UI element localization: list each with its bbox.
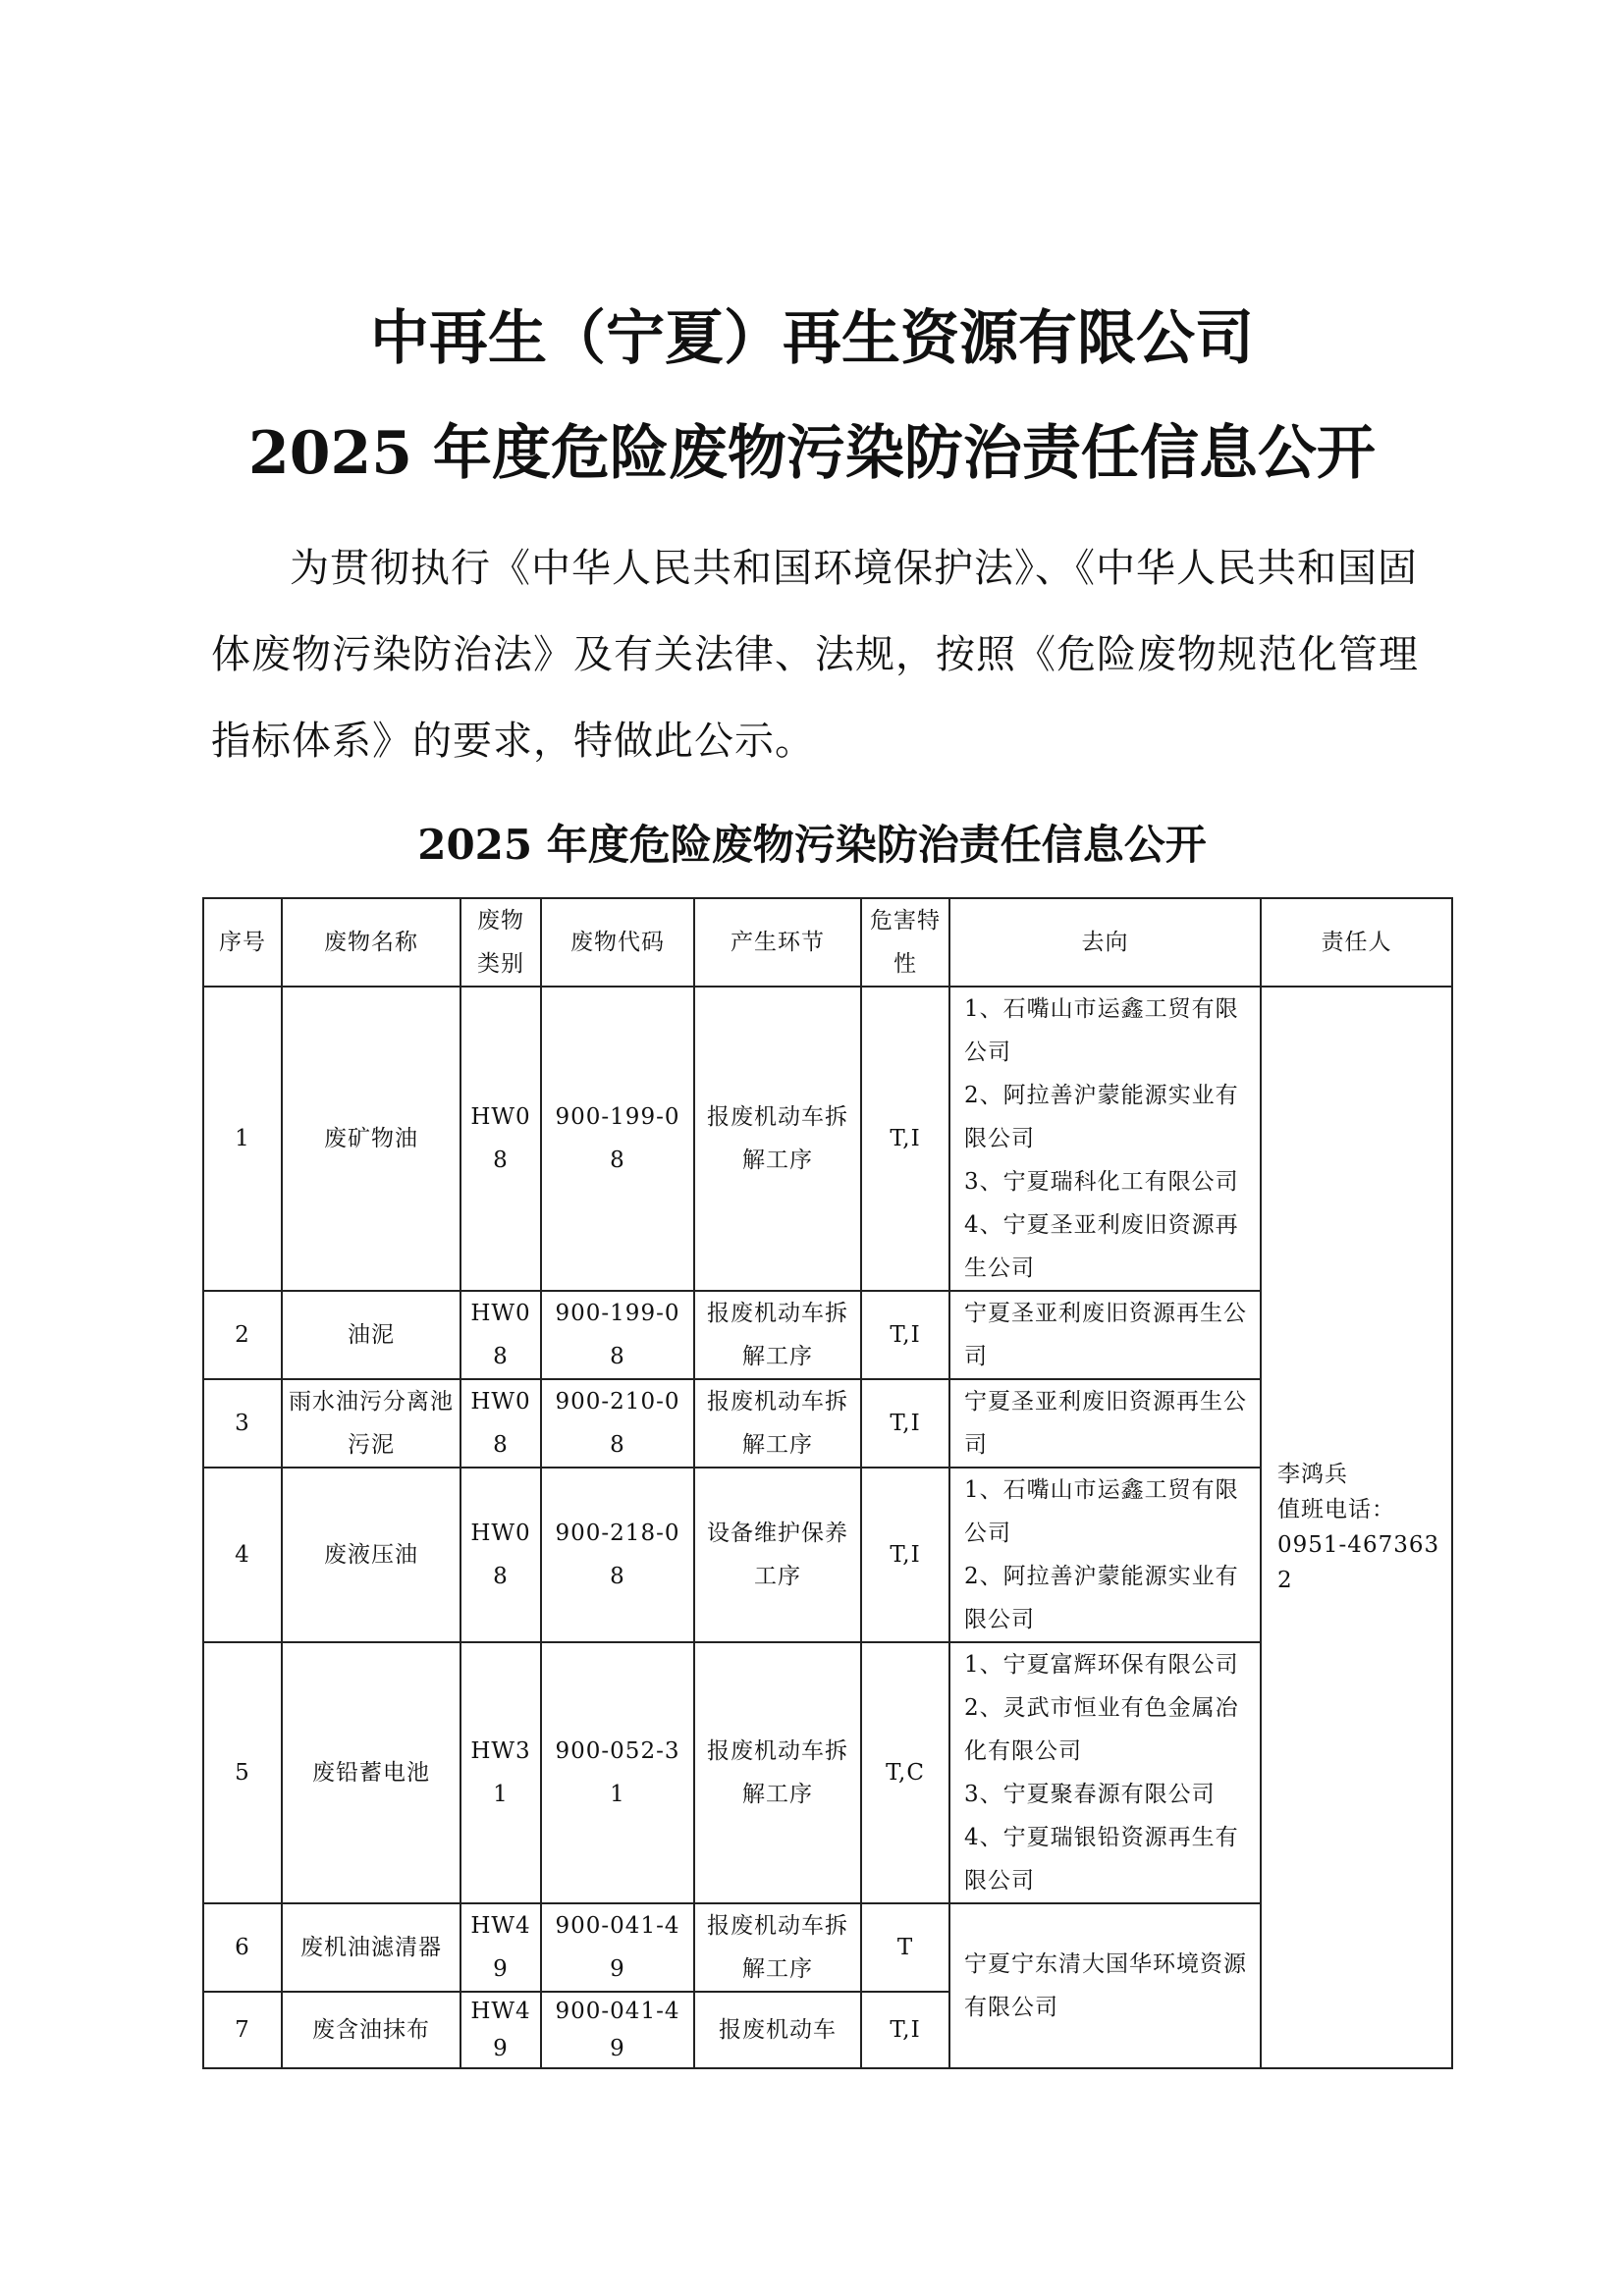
header-no: 序号 — [203, 898, 282, 987]
header-responsible: 责任人 — [1261, 898, 1452, 987]
destination-line: 4、宁夏瑞银铅资源再生有限公司 — [964, 1825, 1239, 1894]
cell-name: 废含油抹布 — [282, 1992, 460, 2068]
destination-line: 宁夏圣亚利废旧资源再生公司 — [964, 1389, 1247, 1458]
cell-destination — [949, 1642, 1261, 1903]
destination-line: 2、灵武市恒业有色金属冶化有限公司 — [964, 1695, 1239, 1764]
cell-destination-shared: 宁夏宁东清大国华环境资源有限公司 — [949, 1903, 1261, 2068]
destination-line: 2、阿拉善沪蒙能源实业有限公司 — [964, 1564, 1239, 1632]
header-name: 废物名称 — [282, 898, 460, 987]
cell-process: 报废机动车拆解工序 — [694, 1379, 861, 1468]
cell-name: 油泥 — [282, 1291, 460, 1379]
cell-destination — [949, 1379, 1261, 1468]
destination-line: 1、石嘴山市运鑫工贸有限公司 — [964, 996, 1239, 1065]
cell-category: HW49 — [460, 1903, 541, 1992]
title-notice: 2025 年度危险废物污染防治责任信息公开 — [248, 419, 1376, 488]
cell-no: 4 — [203, 1468, 282, 1642]
cell-no: 1 — [203, 987, 282, 1291]
cell-category: HW08 — [460, 1291, 541, 1379]
cell-hazard: T,I — [861, 1291, 949, 1379]
destination-line: 3、宁夏瑞科化工有限公司 — [964, 1169, 1239, 1195]
cell-name: 雨水油污分离池污泥 — [282, 1379, 460, 1468]
responsible-phone-label: 值班电话： — [1277, 1497, 1395, 1522]
cell-hazard: T,I — [861, 1468, 949, 1642]
destination-line: 4、宁夏圣亚利废旧资源再生公司 — [964, 1212, 1239, 1281]
destination-line: 1、宁夏富辉环保有限公司 — [964, 1652, 1239, 1678]
cell-no: 6 — [203, 1903, 282, 1992]
cell-process: 报废机动车 — [694, 1992, 861, 2068]
cell-hazard: T,I — [861, 1992, 949, 2068]
cell-code: 900-041-49 — [541, 1992, 694, 2068]
cell-name: 废机油滤清器 — [282, 1903, 460, 1992]
waste-table — [202, 897, 1453, 2069]
cell-process: 报废机动车拆解工序 — [694, 1291, 861, 1379]
cell-code: 900-210-08 — [541, 1379, 694, 1468]
cell-no: 3 — [203, 1379, 282, 1468]
header-category: 废物类别 — [460, 898, 541, 987]
cell-no: 7 — [203, 1992, 282, 2068]
cell-process: 报废机动车拆解工序 — [694, 987, 861, 1291]
cell-code: 900-052-31 — [541, 1642, 694, 1903]
destination-line: 3、宁夏聚春源有限公司 — [964, 1782, 1216, 1807]
cell-hazard: T,I — [861, 1379, 949, 1468]
header-destination: 去向 — [949, 898, 1261, 987]
cell-code: 900-041-49 — [541, 1903, 694, 1992]
cell-code: 900-218-08 — [541, 1468, 694, 1642]
cell-process: 报废机动车拆解工序 — [694, 1903, 861, 1992]
cell-destination — [949, 1468, 1261, 1642]
table-header-row — [203, 898, 1452, 987]
destination-line: 1、石嘴山市运鑫工贸有限公司 — [964, 1477, 1239, 1546]
cell-name: 废铅蓄电池 — [282, 1642, 460, 1903]
table-row — [203, 987, 1452, 1291]
header-hazard: 危害特性 — [861, 898, 949, 987]
cell-name: 废液压油 — [282, 1468, 460, 1642]
header-code: 废物代码 — [541, 898, 694, 987]
header-process: 产生环节 — [694, 898, 861, 987]
cell-category: HW08 — [460, 1379, 541, 1468]
cell-name: 废矿物油 — [282, 987, 460, 1291]
cell-hazard: T — [861, 1903, 949, 1992]
cell-destination — [949, 1291, 1261, 1379]
cell-no: 5 — [203, 1642, 282, 1903]
cell-process: 报废机动车拆解工序 — [694, 1642, 861, 1903]
cell-code: 900-199-08 — [541, 1291, 694, 1379]
cell-code: 900-199-08 — [541, 987, 694, 1291]
destination-line: 宁夏圣亚利废旧资源再生公司 — [964, 1301, 1247, 1369]
cell-destination — [949, 987, 1261, 1291]
title-company: 中再生（宁夏）再生资源有限公司 — [370, 304, 1254, 373]
cell-hazard: T,I — [861, 987, 949, 1291]
intro-paragraph: 为贯彻执行《中华人民共和国环境保护法》、《中华人民共和国固体废物污染防治法》及有关法律、法规，按照《危险废物规范化管理指标体系》的要求，特做此公示。 — [211, 546, 1419, 764]
cell-responsible — [1261, 987, 1452, 2068]
responsible-phone: 0951-4673632 — [1277, 1532, 1440, 1593]
cell-process: 设备维护保养工序 — [694, 1468, 861, 1642]
cell-no: 2 — [203, 1291, 282, 1379]
table-title: 2025 年度危险废物污染防治责任信息公开 — [417, 821, 1207, 869]
cell-category: HW31 — [460, 1642, 541, 1903]
cell-hazard: T,C — [861, 1642, 949, 1903]
cell-category: HW49 — [460, 1992, 541, 2068]
destination-line: 2、阿拉善沪蒙能源实业有限公司 — [964, 1083, 1239, 1151]
cell-category: HW08 — [460, 987, 541, 1291]
cell-category: HW08 — [460, 1468, 541, 1642]
responsible-name: 李鸿兵 — [1277, 1462, 1348, 1487]
